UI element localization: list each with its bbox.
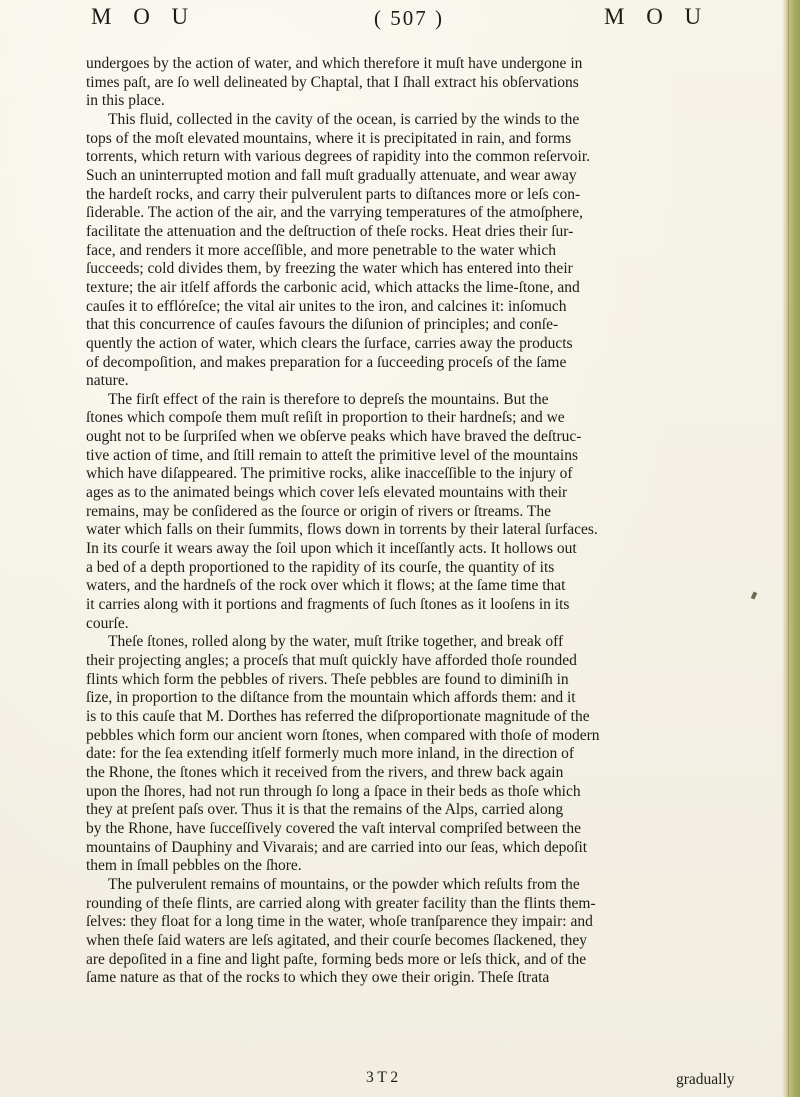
text-line: remains, may be conſidered as the ſource or origin of rivers or ſtreams. The [86, 502, 551, 520]
text-line: in this place. [86, 92, 165, 110]
text-line: they at preſent paſs over. Thus it is that the remains of the Alps, carried along [86, 801, 564, 819]
running-head-left: M O U [91, 4, 197, 29]
text-line: rounding of theſe flints, are carried along with greater facility than the flints them- [86, 894, 596, 912]
text-line: that this concurrence of cauſes favours the diſunion of principles; and conſe- [86, 316, 559, 334]
text-line: nature. [86, 372, 129, 390]
text-line: when theſe ſaid waters are leſs agitated, and their courſe becomes ſlackened, they [86, 931, 587, 949]
page-number: ( 507 ) [374, 6, 444, 30]
text-line: upon the ſhores, had not run through ſo long a ſpace in their beds as thoſe which [86, 782, 581, 800]
text-line: ſucceeds; cold divides them, by freezing the water which has entered into their [86, 260, 573, 278]
text-line: This fluid, collected in the cavity of the ocean, is carried by the winds to the [108, 110, 580, 128]
text-line: flints which form the pebbles of rivers. Theſe pebbles are found to diminiſh in [86, 670, 569, 688]
signature-mark: 3 T 2 [366, 1069, 399, 1086]
text-line: The pulverulent remains of mountains, or the powder which reſults from the [108, 875, 580, 893]
text-line: are depoſited in a fine and light paſte, forming beds more or leſs thick, and of the [86, 950, 587, 968]
text-line: texture; the air itſelf affords the carbonic acid, which attacks the lime-ſtone, and [86, 278, 580, 296]
text-line: the hardeſt rocks, and carry their pulverulent parts to diſtances more or leſs con- [86, 185, 581, 203]
text-line: Such an uninterrupted motion and fall muſt gradually attenuate, and wear away [86, 166, 577, 184]
catchword: gradually [676, 1071, 735, 1088]
text-line: them in ſmall pebbles on the ſhore. [86, 857, 302, 875]
text-line: quently the action of water, which clears the ſurface, carries away the products [86, 334, 573, 352]
text-line: In its courſe it wears away the ſoil upon which it inceſſantly acts. It hollows out [86, 540, 577, 558]
text-line: ſtones which compoſe them muſt reſiſt in proportion to their hardneſs; and we [86, 409, 565, 427]
text-line: undergoes by the action of water, and which therefore it muſt have undergone in [86, 55, 583, 72]
text-line: is to this cauſe that M. Dorthes has referred the diſproportionate magnitude of the [86, 707, 590, 725]
text-line: The firſt effect of the rain is therefore to depreſs the mountains. But the [108, 390, 549, 408]
text-line: the Rhone, the ſtones which it received from the rivers, and threw back again [86, 763, 564, 781]
text-line: facilitate the attenuation and the deſtruction of theſe rocks. Heat dries their ſur- [86, 222, 574, 240]
running-head-right: M O U [604, 4, 710, 29]
text-line: of decompoſition, and makes preparation for a ſucceeding proceſs of the ſame [86, 353, 567, 371]
text-line: pebbles which form our ancient worn ſtones, when compared with thoſe of modern [86, 726, 600, 744]
text-line: mountains of Dauphiny and Vivarais; and are carried into our ſeas, which depoſit [86, 838, 588, 856]
text-line: ſize, in proportion to the diſtance from the mountain which affords them: and it [86, 689, 576, 707]
text-line: times paſt, are ſo well delineated by Chaptal, that I ſhall extract his obſervations [86, 73, 579, 91]
text-line: tive action of time, and ſtill remain to atteſt the primitive level of the mountains [86, 446, 578, 464]
text-line: ſame nature as that of the rocks to which they owe their origin. Theſe ſtrata [86, 969, 550, 987]
text-line: a bed of a depth proportioned to the rapidity of its courſe, the quantity of its [86, 558, 555, 576]
text-line: ages as to the animated beings which cover leſs elevated mountains with their [86, 484, 568, 502]
text-line: ſiderable. The action of the air, and the varrying temperatures of the atmoſphere, [86, 204, 584, 222]
text-line: face, and renders it more acceſſible, and more penetrable to the water which [86, 241, 556, 259]
text-line: it carries along with it portions and fragments of ſuch ſtones as it looſens in its [86, 596, 570, 614]
text-line: their projecting angles; a proceſs that muſt quickly have afforded thoſe rounded [86, 652, 577, 669]
text-line: ought not to be ſurpriſed when we obſerve peaks which have braved the deſtruc- [86, 428, 582, 446]
text-line: ſelves: they float for a long time in the water, whoſe tranſparence they impair: and [86, 913, 593, 931]
text-line: Theſe ſtones, rolled along by the water, muſt ſtrike together, and break off [108, 633, 564, 651]
text-line: which have diſappeared. The primitive rocks, alike inacceſſible to the injury of [86, 465, 573, 483]
text-line: waters, and the hardneſs of the rock over which it flows; at the ſame time that [86, 577, 566, 595]
text-line: cauſes it to efflóreſce; the vital air unites to the iron, and calcines it: inſomuch [86, 297, 567, 315]
text-line: date: for the ſea extending itſelf formerly much more inland, in the direction of [86, 745, 575, 763]
text-line: water which falls on their ſummits, flows down in torrents by their lateral ſurfaces. [86, 521, 598, 539]
text-line: by the Rhone, have ſucceſſively covered the vaſt interval compriſed between the [86, 819, 581, 837]
body-text [86, 55, 798, 988]
text-line: tops of the moſt elevated mountains, where it is precipitated in rain, and forms [86, 129, 572, 147]
text-line: courſe. [86, 614, 129, 632]
text-line: torrents, which return with various degrees of rapidity into the common reſervoir. [86, 148, 591, 166]
